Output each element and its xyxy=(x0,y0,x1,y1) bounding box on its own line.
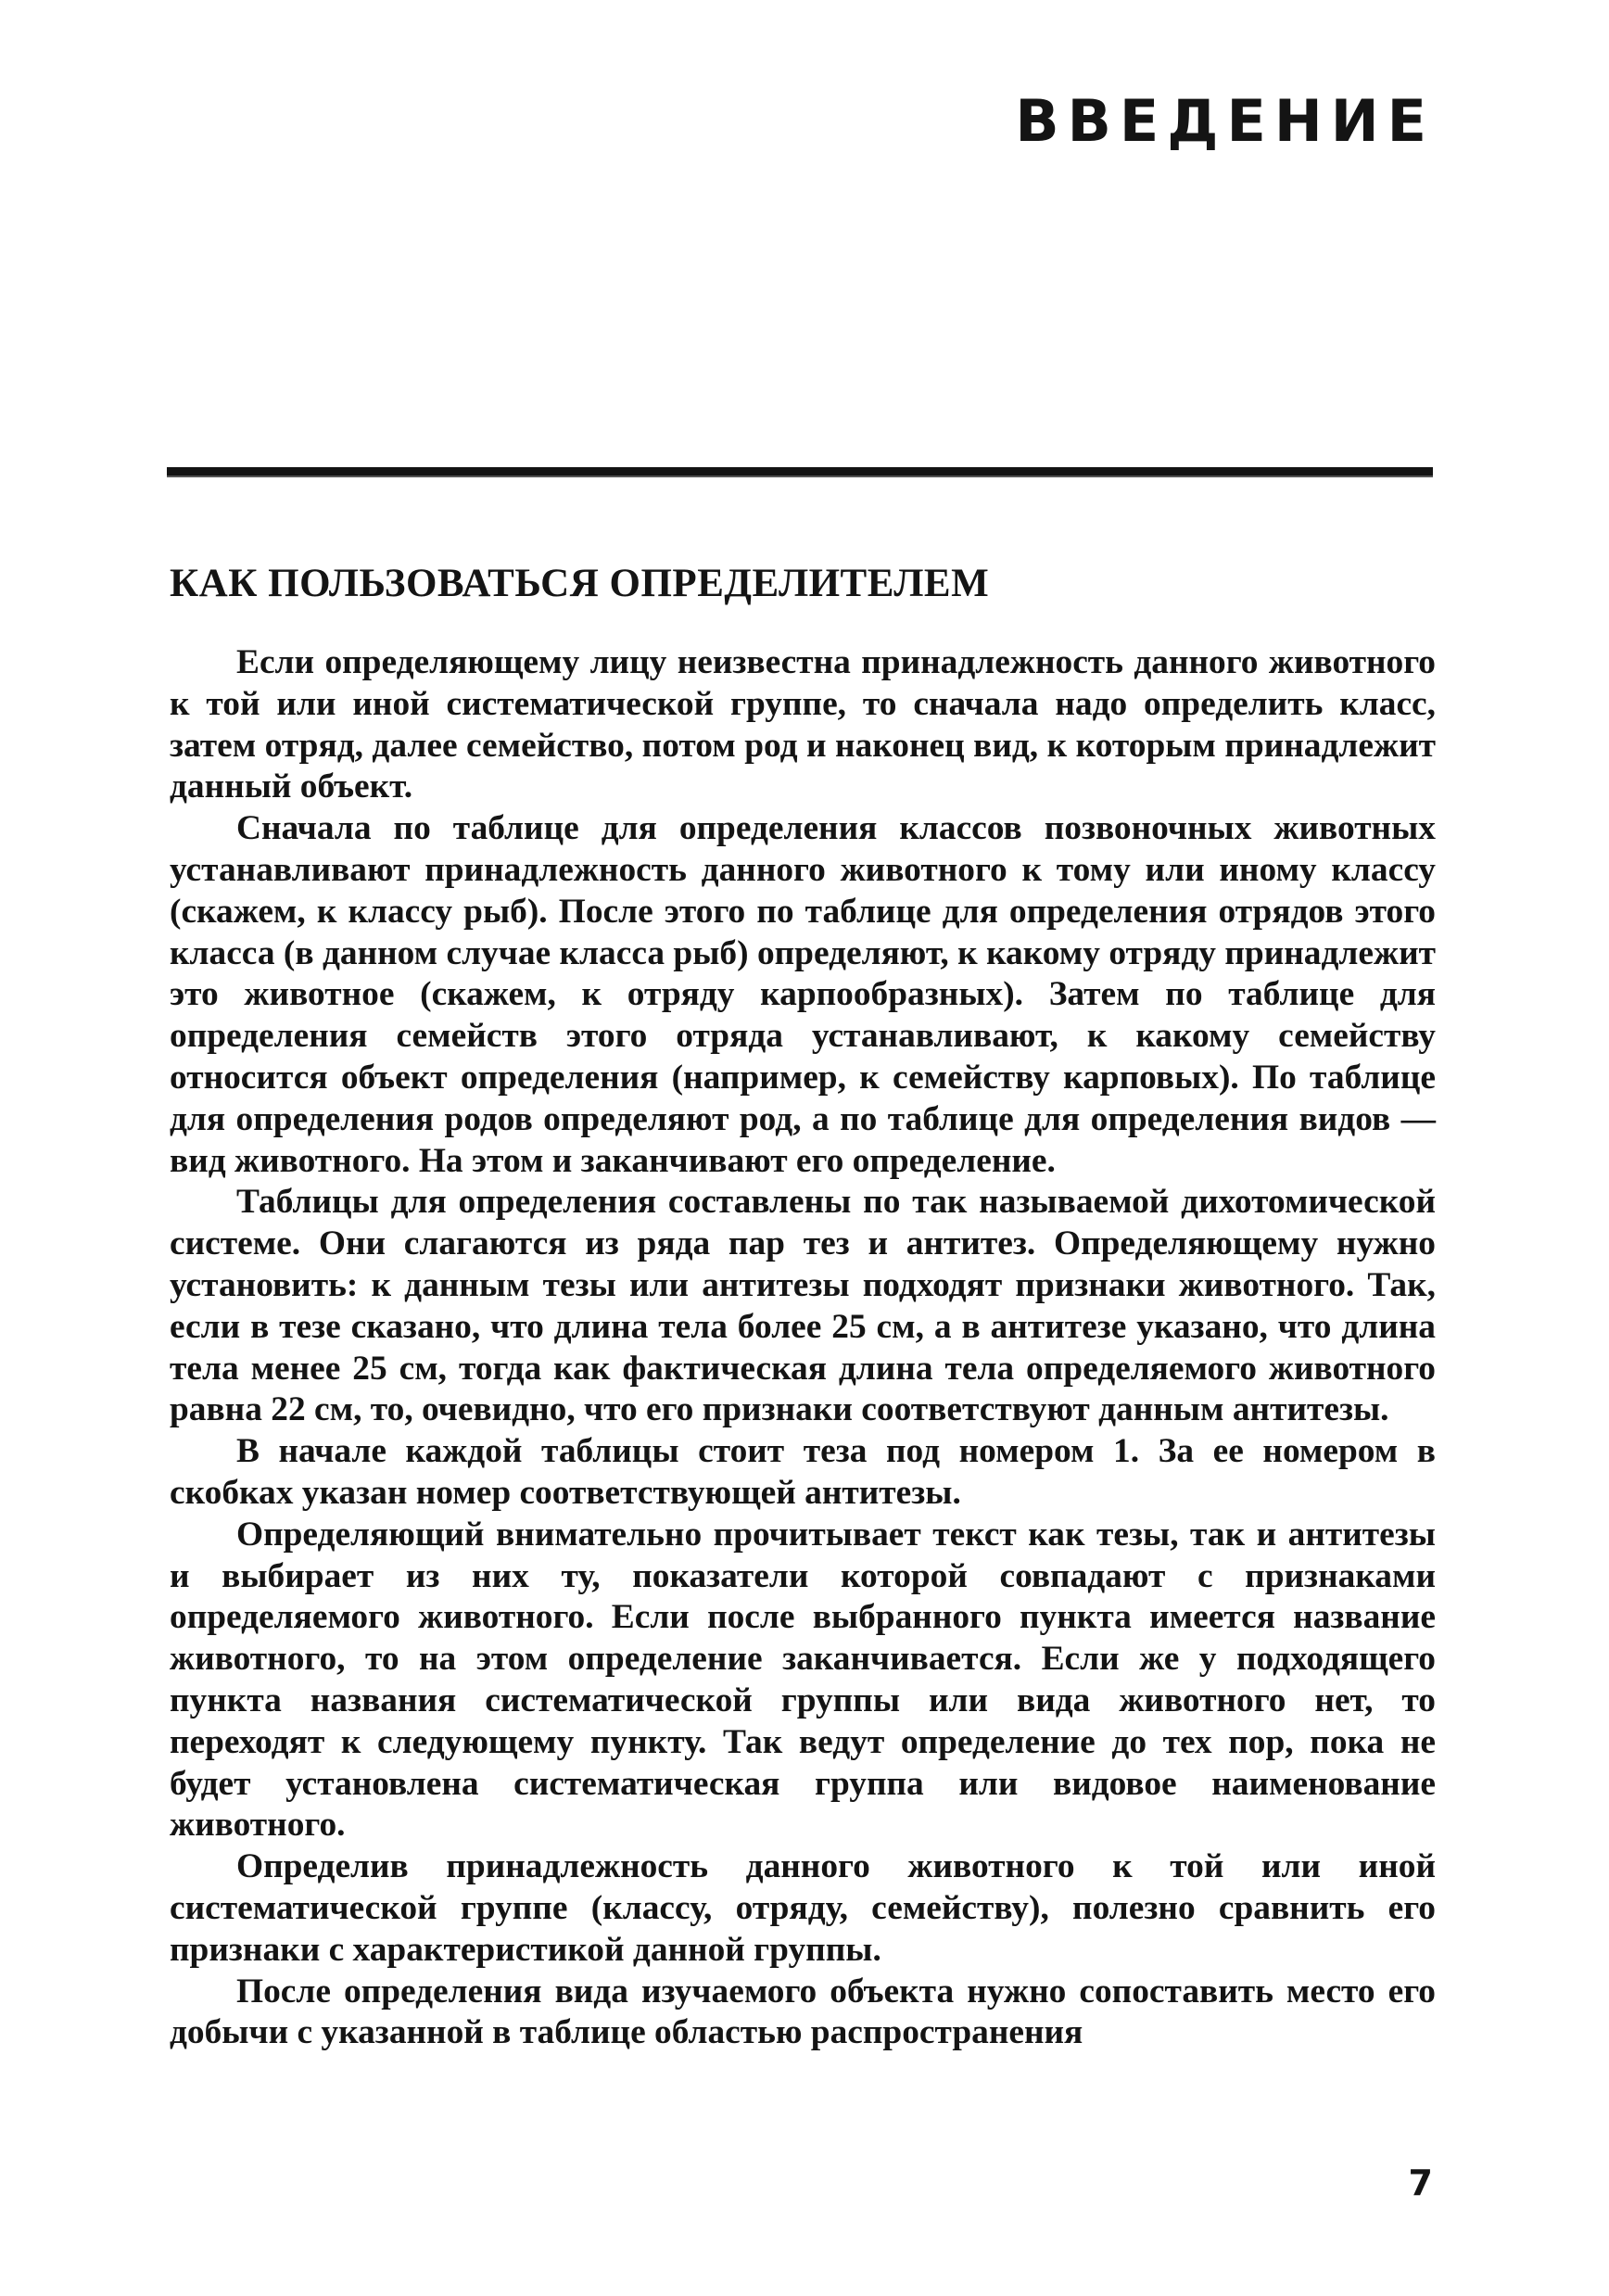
section-title: КАК ПОЛЬЗОВАТЬСЯ ОПРЕДЕЛИТЕЛЕМ xyxy=(170,562,990,605)
paragraph: После определения вида изучаемого объекта нужно сопоставить место его добычи с указанной в таблице областью распространения xyxy=(170,1972,1436,2052)
page-number: 7 xyxy=(1408,2163,1433,2203)
paragraph: Определяющий внимательно прочитывает текст как тезы, так и антитезы и выбирает из них ту, показатели которой совпадают с признаками определяемого животного. Если после выбранного пункта имеется название животного, то на этом определение заканчивается. Если же у подходящего пункта названия систематической группы или вида животного нет, то переходят к следующему пункту. Так ведут определение до тех пор, пока не будет установлена систематическая группа или видовое наименование животного. xyxy=(170,1515,1436,1845)
paragraph: Если определяющему лицу неизвестна принадлежность данного животного к той или иной систематической группе, то сначала надо определить класс, затем отряд, далее семейство, потом род и наконец вид, к которым принадлежит данный объект. xyxy=(170,643,1436,806)
body-text xyxy=(170,642,1436,2054)
section-divider xyxy=(167,467,1433,477)
paragraph: Сначала по таблице для определения классов позвоночных животных устанавливают принадлежность данного животного к тому или иному классу (скажем, к классу рыб). После этого по таблице для определения отрядов этого класса (в данном случае класса рыб) определяют, к какому отряду принадлежит это животное (скажем, к отряду карпообразных). Затем по таблице для определения семейств этого отряда устанавливают, к какому семейству относится объект определения (например, к семейству карповых). По таблице для определения родов определяют род, а по таблице для определения видов — вид животного. На этом и заканчивают его определение. xyxy=(170,809,1436,1180)
chapter-title: ВВЕДЕНИЕ xyxy=(1015,87,1435,155)
paragraph: Определив принадлежность данного животного к той или иной систематической группе (классу, отряду, семейству), полезно сравнить его признаки с характеристикой данной группы. xyxy=(170,1847,1436,1969)
paragraph: Таблицы для определения составлены по так называемой дихотомической системе. Они слагаются из ряда пар тез и антитез. Определяющему нужно установить: к данным тезы или антитезы подходят признаки животного. Так, если в тезе сказано, что длина тела более 25 см, а в антитезе указано, что длина тела менее 25 см, тогда как фактическая длина тела определяемого животного равна 22 см, то, очевидно, что его признаки соответствуют данным антитезы. xyxy=(170,1183,1436,1429)
paragraph: В начале каждой таблицы стоит теза под номером 1. За ее номером в скобках указан номер соответствующей антитезы. xyxy=(170,1432,1436,1512)
